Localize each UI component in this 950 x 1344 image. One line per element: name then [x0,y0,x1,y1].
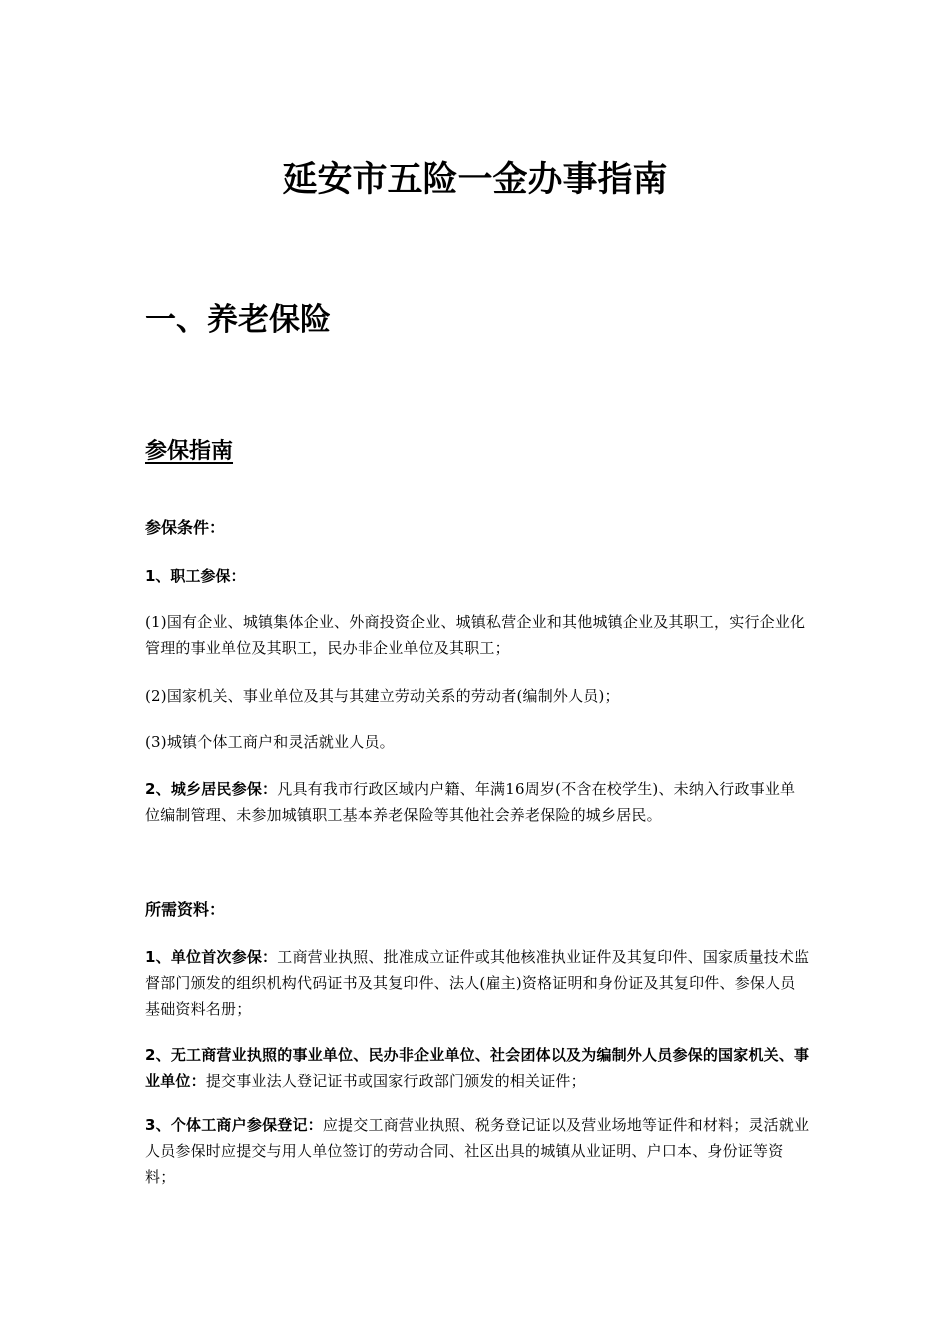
materials-item-2-text: 提交事业法人登记证书或国家行政部门颁发的相关证件； [205,1072,586,1090]
materials-item-1-text: 工商营业执照、批准成立证件或其他核准执业证件及其复印件、国家质量技术监督部门颁发的组织机构代码证书及其复印件、法人(雇主)资格证明和身份证及其复印件、参保人员基础资料名册； [145,948,810,1018]
employee-condition-1: (1)国有企业、城镇集体企业、外商投资企业、城镇私营企业和其他城镇企业及其职工，实行企业化管理的事业单位及其职工，民办非企业单位及其职工； [145,613,806,657]
materials-label: 所需资料： [145,900,226,919]
subheading-enrollment-guide: 参保指南 [145,439,234,464]
materials-item-1 [145,944,810,1022]
resident-enrollment-paragraph [145,776,810,828]
employee-enrollment-label: 1、职工参保： [145,567,246,585]
conditions-label: 参保条件： [145,518,226,537]
resident-enrollment-label: 2、城乡居民参保： [145,780,278,798]
materials-item-3-text: 应提交工商营业执照、税务登记证以及营业场地等证件和材料；灵活就业人员参保时应提交与用人单位签订的劳动合同、社区出具的城镇从业证明、户口本、身份证等资料； [145,1116,810,1186]
materials-item-1-label: 1、单位首次参保： [145,948,278,966]
document-title: 延安市五险一金办事指南 [282,160,668,200]
materials-item-2 [145,1042,810,1094]
section-heading-pension: 一、养老保险 [145,302,331,338]
materials-item-3 [145,1112,810,1190]
resident-enrollment-text: 凡具有我市行政区域内户籍、年满16周岁(不含在校学生)、未纳入行政事业单位编制管理、未参加城镇职工基本养老保险等其他社会养老保险的城乡居民。 [145,780,796,824]
materials-item-2-label: 2、无工商营业执照的事业单位、民办非企业单位、社会团体以及为编制外人员参保的国家机关、事业单位： [145,1046,810,1090]
materials-item-3-label: 3、个体工商户参保登记： [145,1116,323,1134]
employee-condition-2: (2)国家机关、事业单位及其与其建立劳动关系的劳动者(编制外人员)； [145,687,620,705]
employee-condition-3: (3)城镇个体工商户和灵活就业人员。 [145,733,395,751]
